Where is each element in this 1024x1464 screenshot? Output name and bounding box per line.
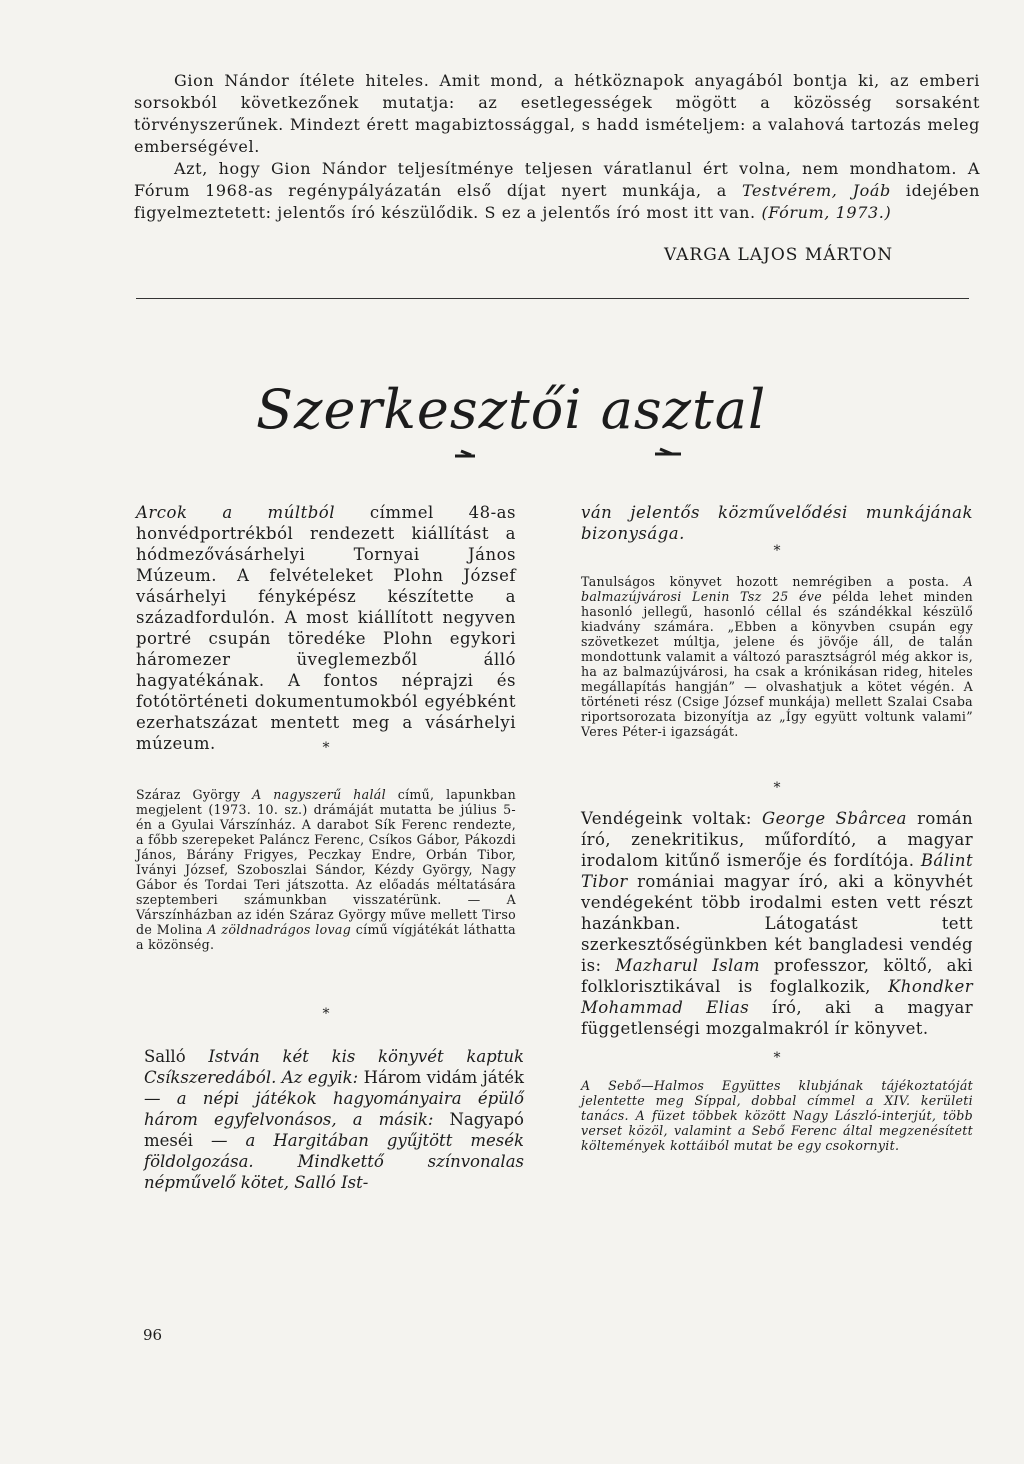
heading-flourish bbox=[455, 451, 475, 456]
divider bbox=[136, 298, 969, 299]
news-item-sallo-cont bbox=[581, 502, 973, 544]
news-text: román író, zenekritikus, műfordító, a magyar irodalom kitűnő ismerője és fordítója. bbox=[581, 809, 974, 870]
guest-name: George Sbârcea bbox=[762, 809, 907, 828]
play-title: A nagyszerű halál bbox=[252, 787, 386, 802]
guest-name: Khondker Mohammad Elias bbox=[581, 977, 973, 1017]
news-text: című, lapunkban megjelent (1973. 10. sz.) drámáját mutatta be július 5-én a Gyulai Várszínház. A darabot Sík Ferenc rendezte, a főbb szerepeket Paláncz Ferenc, Csíkos Gábor, Pákozdi János, Bárány Frigyes, Peczkay Endre, Orbán Tibor, Iványi József, Szoboszlai Sándor, Kézdy György, Nagy Gábor és Tordai Teri játszotta. Az előadás méltatására szeptemberi számunkban visszatérünk. — A Várszínházban az idén Száraz György műve mellett Tirso de Molina bbox=[136, 787, 516, 937]
news-text-italic: — a Hargitában gyűjtött mesék földolgozása. Mindkettő színvonalas népművelő kötet, Salló Ist- bbox=[144, 1131, 525, 1192]
section-heading bbox=[250, 362, 790, 472]
page-number: 96 bbox=[143, 1326, 163, 1344]
play-title: A zöldnadrágos lovag bbox=[207, 922, 352, 937]
separator-star: * bbox=[322, 740, 330, 756]
news-item-arcok bbox=[136, 502, 516, 754]
exhibition-title: Arcok a múltból bbox=[136, 503, 336, 522]
news-item-vendegeink bbox=[581, 808, 973, 1039]
news-text: Száraz György bbox=[136, 787, 253, 802]
news-text-italic: István két kis könyvét kaptuk Csíkszeredából. Az egyik: bbox=[144, 1047, 524, 1087]
intro-paragraph-2 bbox=[134, 158, 980, 224]
news-text-italic: A Sebő—Halmos Együttes klubjának tájékoztatóját jelentette meg Síppal, dobbal címmel a XIV. kerületi tanács. A füzet többek között Nagy László-interjút, több verset közöl, valamint a Sebő Ferenc által megzenésített költemények kottáiból mutat be egy csokornyit. bbox=[581, 1078, 973, 1153]
source-citation: (Fórum, 1973.) bbox=[761, 203, 892, 222]
guest-name: Mazharul Islam bbox=[615, 956, 760, 975]
news-item-balmazujvaros bbox=[581, 574, 973, 739]
news-text: Salló bbox=[144, 1047, 209, 1066]
intro-article bbox=[134, 70, 980, 224]
news-text: című vígjátékát láthatta a közönség. bbox=[136, 922, 516, 952]
separator-star: * bbox=[773, 1050, 781, 1066]
separator-star: * bbox=[773, 543, 781, 559]
intro-text: idejében figyelmeztetett: jelentős író készülődik. S ez a jelentős író most itt van. bbox=[134, 181, 980, 222]
heading-flourish bbox=[655, 449, 681, 454]
news-text: Tanulságos könyvet hozott nemrégiben a posta. bbox=[581, 574, 964, 589]
news-text: címmel 48-as honvédportrékból rendezett kiállítást a hódmezővásárhelyi Tornyai János Múzeum. A felvételeket Plohn József vásárhelyi fényképész készítette a századfordulón. A most kiállított negyven portré csupán töredéke Plohn egykori háromezer üveglemezből álló hagyatékának. A fontos néprajzi és fotótörténeti dokumentumokból egyébként ezerhatszázat mentett meg a vásárhelyi múzeum. bbox=[136, 503, 516, 753]
separator-star: * bbox=[773, 780, 781, 796]
news-item-szaraz bbox=[136, 787, 516, 952]
news-text: Három vidám játék bbox=[358, 1068, 524, 1087]
book-title: Testvérem, Joáb bbox=[742, 181, 891, 200]
news-text-italic: ván jelentős közművelődési munkájának bizonysága. bbox=[581, 503, 973, 543]
news-item-sebo-halmos bbox=[581, 1078, 973, 1153]
intro-text: Azt, hogy Gion Nándor teljesítménye teljesen váratlanul ért volna, nem mondhatom. A Fórum 1968-as regénypályázatán első díjat nyert munkája, a bbox=[134, 159, 980, 200]
news-text: író, aki a magyar függetlenségi mozgalmakról ír könyvet. bbox=[581, 998, 973, 1038]
news-text: Vendégeink voltak: bbox=[581, 809, 763, 828]
news-text-italic: — a népi játékok hagyományaira épülő három egyfelvonásos, a másik: bbox=[144, 1089, 524, 1129]
news-text: példa lehet minden hasonló jellegű, hasonló céllal és szándékkal készülő kiadvány számára. „Ebben a könyvben csupán egy szövetkezet múltja, jelene és jövője áll, de talán mondottunk valamit a változó parasztságról még akkor is, ha az balmazújvárosi, ha csak a krónikásan rideg, hiteles megállapítás hangján” — olvashatjuk a kötet végén. A történeti rész (Csige József munkája) mellett Szalai Csaba riportsorozata bizonyítja az „Így együtt voltunk valami” Veres Péter-i igazságát. bbox=[581, 589, 974, 739]
section-heading-text: Szerkesztői asztal bbox=[256, 378, 767, 441]
intro-paragraph-1: Gion Nándor ítélete hiteles. Amit mond, a hétköznapok anyagából bontja ki, az emberi sorsokból következőnek mutatja: az esetlegességek mögött a közösség sorsaként törvényszerűnek. Mindezt érett magabiztossággal, s hadd ismételjem: a valahová tartozás meleg emberségével. bbox=[134, 71, 980, 156]
news-text: professzor, költő, aki folklorisztikával is foglalkozik, bbox=[581, 956, 973, 996]
news-text: romániai magyar író, aki a könyvhét vendégeként több irodalmi esten vett részt hazánkban. Látogatást tett szerkesztőségünkben két bangladesi vendég is: bbox=[581, 872, 973, 975]
author-signature: VARGA LAJOS MÁRTON bbox=[664, 245, 894, 265]
separator-star: * bbox=[322, 1006, 330, 1022]
news-item-sallo bbox=[144, 1046, 524, 1193]
guest-name: Bálint Tibor bbox=[581, 851, 973, 891]
news-text: Nagyapó meséi bbox=[144, 1110, 524, 1150]
book-title: A balmazújvárosi Lenin Tsz 25 éve bbox=[581, 574, 973, 604]
